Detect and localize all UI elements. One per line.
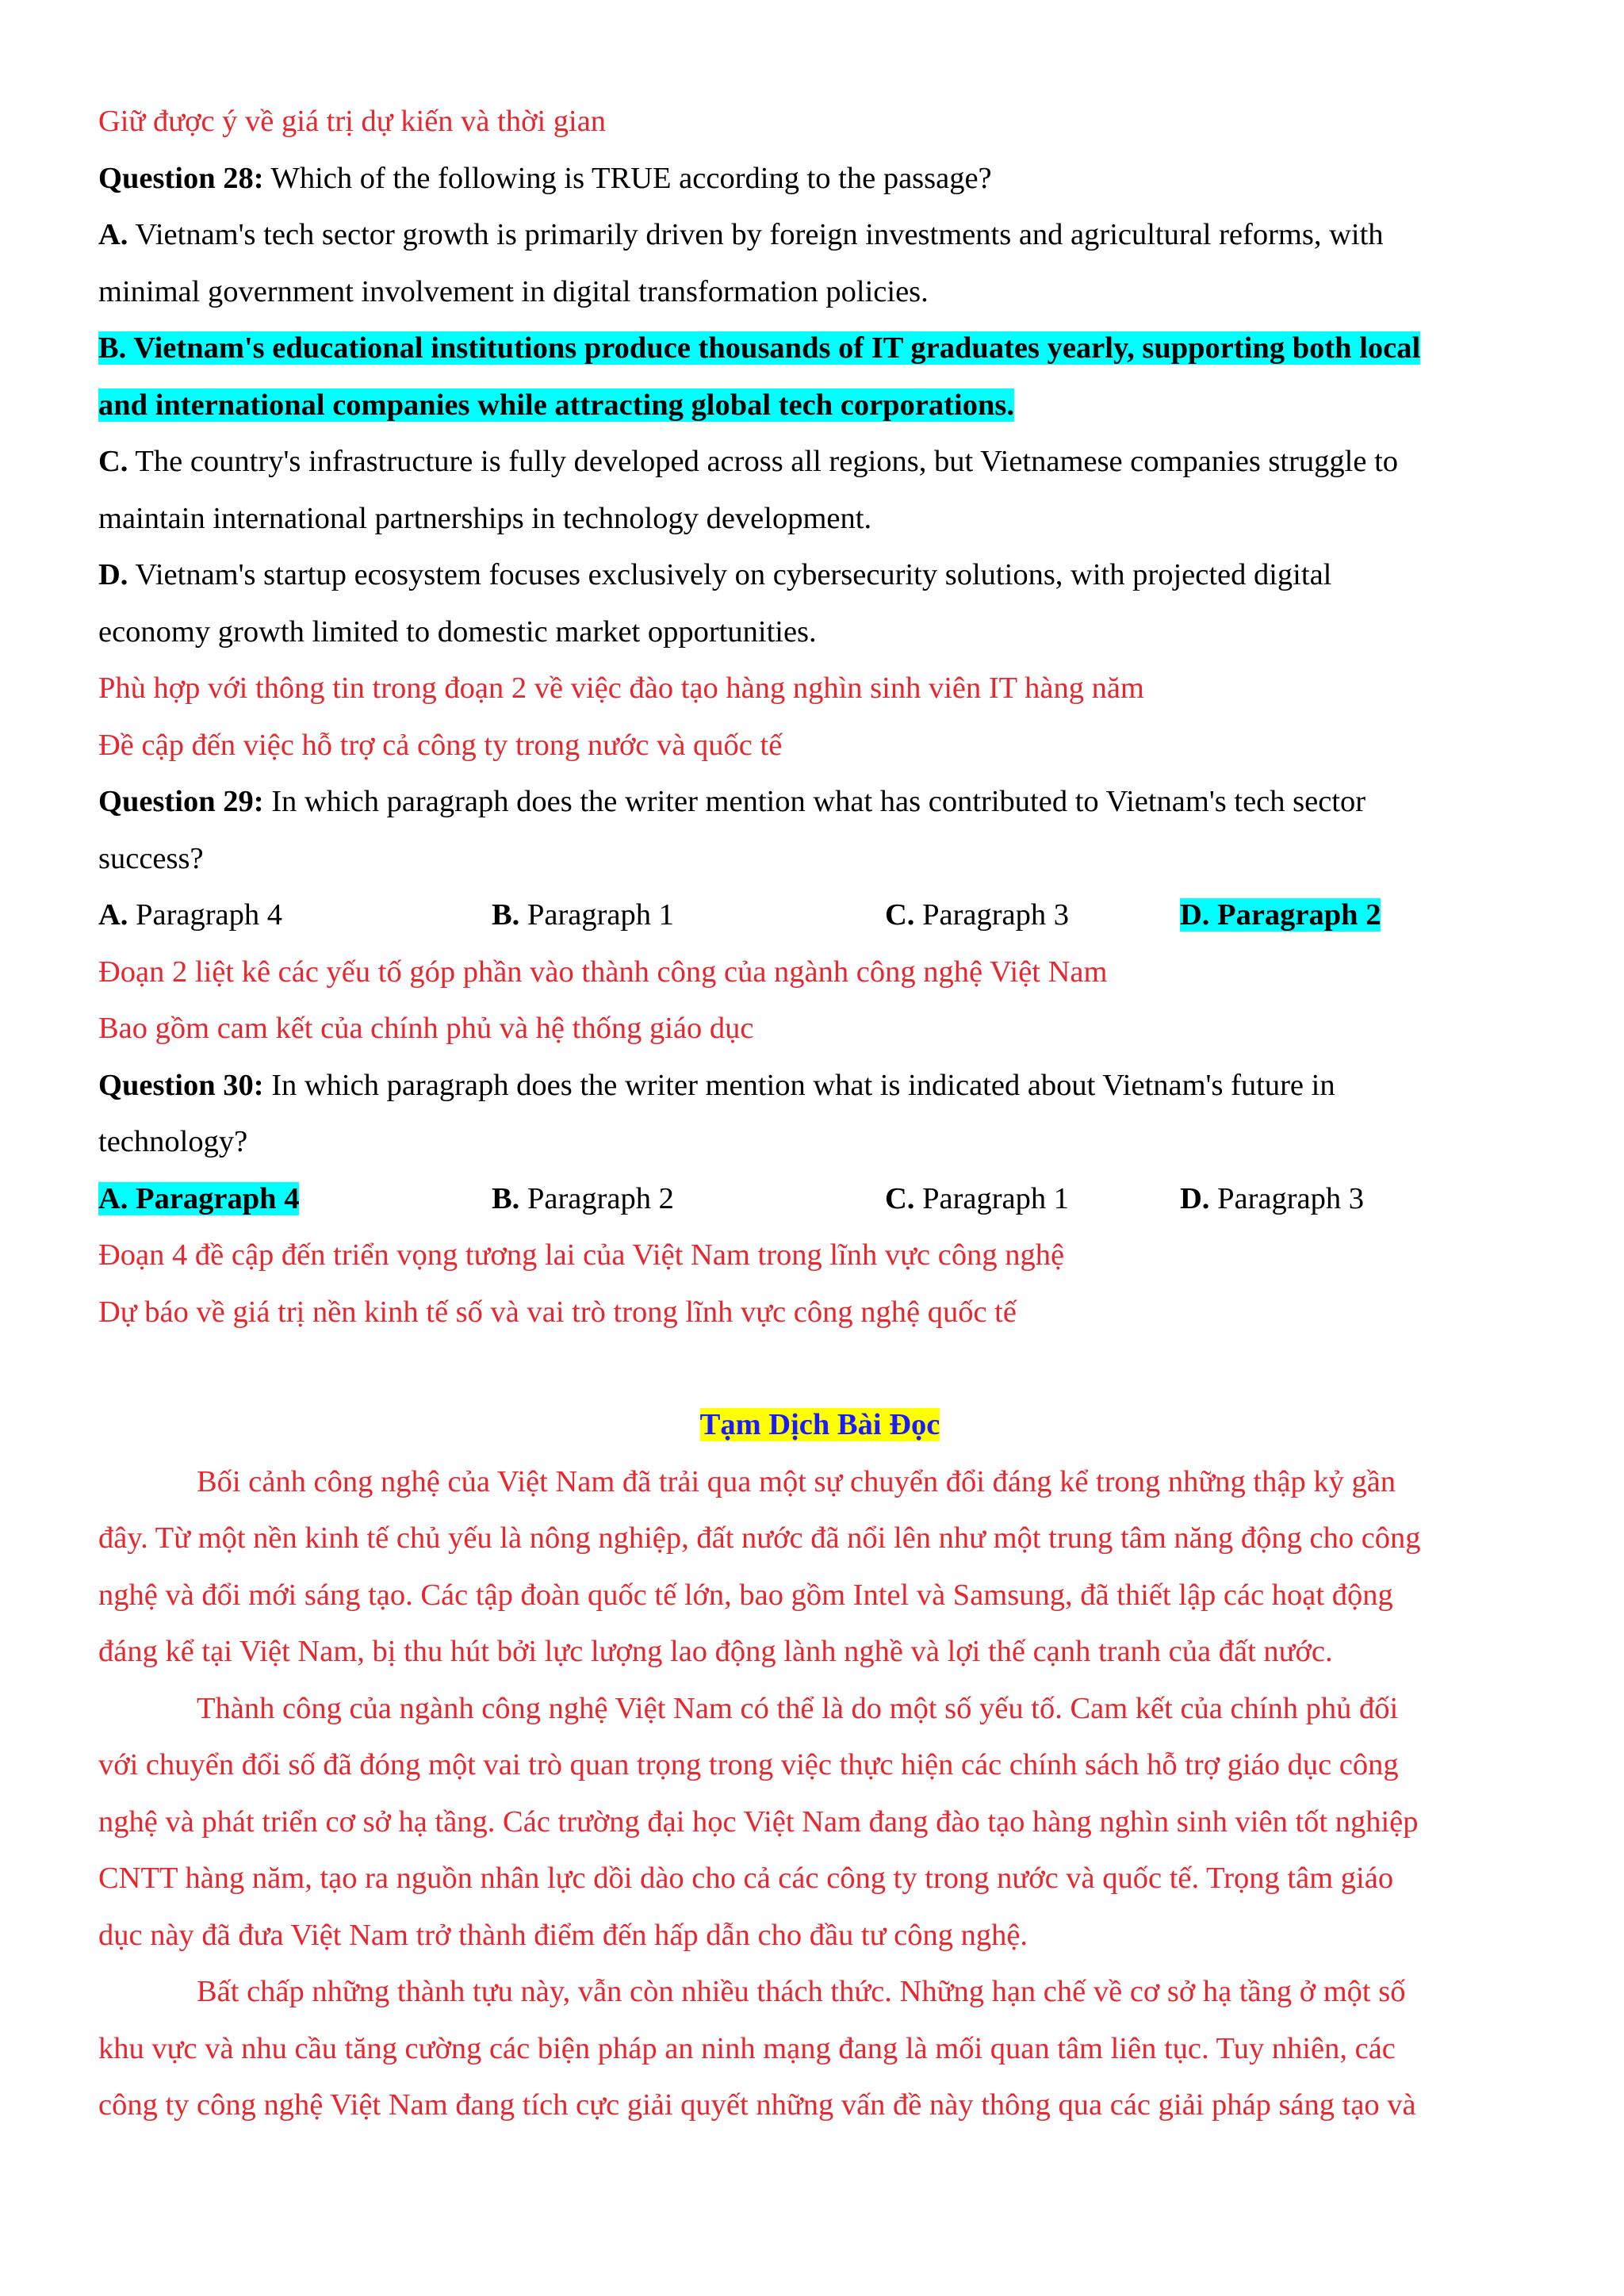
q30-explanation-1: Đoạn 4 đề cập đến triển vọng tương lai của Việt Nam trong lĩnh vực công nghệ: [98, 1238, 1065, 1272]
q30-option-b-label: B.: [492, 1181, 520, 1215]
q29-option-a-text: Paragraph 4: [128, 898, 283, 932]
translation-paragraph-1: [98, 1454, 1542, 1681]
q28-option-d: [98, 547, 1542, 604]
q30-option-a-answer: [98, 1171, 492, 1228]
q29-option-a-label: A.: [98, 898, 128, 932]
question-29: [98, 774, 1542, 831]
question-28-text: Which of the following is TRUE according to the passage?: [263, 161, 992, 195]
q28-option-a-label: A.: [98, 218, 128, 251]
question-30-label: Question 30:: [98, 1068, 264, 1102]
q28-option-a-cont: minimal government involvement in digital transformation policies.: [98, 274, 929, 308]
paragraph-line: CNTT hàng năm, tạo ra nguồn nhân lực dồi dào cho cả các công ty trong nước và quốc tế. Trọng tâm giáo: [98, 1862, 1394, 1895]
q30-option-b: [492, 1171, 885, 1228]
q30-option-b-text: Paragraph 2: [519, 1181, 674, 1215]
paragraph-line: đây. Từ một nền kinh tế chủ yếu là nông nghiệp, đất nước đã nổi lên như một trung tâm năng động cho công: [98, 1521, 1421, 1555]
q29-option-b: [492, 887, 885, 944]
question-28: [98, 151, 1542, 208]
q30-option-d-text: Paragraph 3: [1209, 1181, 1365, 1215]
document-page: [98, 94, 1542, 2134]
translation-title: Tạm Dịch Bài Đọc: [699, 1408, 940, 1441]
paragraph-line: đáng kể tại Việt Nam, bị thu hút bởi lực lượng lao động lành nghề và lợi thế cạnh tranh của đất nước.: [98, 1635, 1333, 1668]
q28-option-c-text: The country's infrastructure is fully developed across all regions, but Vietnamese companies struggle to: [128, 445, 1399, 478]
q28-option-d-text: Vietnam's startup ecosystem focuses exclusively on cybersecurity solutions, with projected digital: [128, 558, 1332, 591]
q28-explanation-1: Phù hợp với thông tin trong đoạn 2 về việc đào tạo hàng nghìn sinh viên IT hàng năm: [98, 672, 1144, 705]
q28-option-b-line1: B. Vietnam's educational institutions produce thousands of IT graduates yearly, supporting both local: [98, 331, 1421, 365]
paragraph-line: khu vực và nhu cầu tăng cường các biện pháp an ninh mạng đang là mối quan tâm liên tục. Tuy nhiên, các: [98, 2031, 1396, 2065]
q29-option-b-label: B.: [492, 898, 520, 932]
q28-option-b-line2: and international companies while attracting global tech corporations.: [98, 388, 1014, 422]
q29-option-c-label: C.: [885, 898, 915, 932]
q29-option-d-text: D. Paragraph 2: [1180, 898, 1381, 932]
paragraph-line: Thành công của ngành công nghệ Việt Nam có thể là do một số yếu tố. Cam kết của chính phủ đối: [197, 1691, 1399, 1725]
q29-option-d-answer: [1180, 887, 1381, 944]
translation-title-wrap: [98, 1397, 1542, 1454]
note-top: Giữ được ý về giá trị dự kiến và thời gian: [98, 105, 607, 138]
q29-option-c-text: Paragraph 3: [914, 898, 1070, 932]
translation-paragraph-3: [98, 1964, 1542, 2134]
q28-option-c: [98, 434, 1542, 491]
q29-options: [98, 887, 1542, 944]
q29-option-a: [98, 887, 492, 944]
paragraph-line: nghệ và phát triển cơ sở hạ tầng. Các trường đại học Việt Nam đang đào tạo hàng nghìn sinh viên tốt nghiệp: [98, 1804, 1419, 1839]
q28-option-c-cont: maintain international partnerships in technology development.: [98, 501, 872, 535]
q28-option-b-answer: [98, 320, 1542, 377]
q28-option-b-answer-cont: [98, 377, 1542, 434]
q30-options: [98, 1171, 1542, 1228]
q28-option-c-label: C.: [98, 445, 128, 478]
q28-option-a: [98, 207, 1542, 264]
question-30: [98, 1058, 1542, 1115]
q30-option-d-label: D.: [1180, 1181, 1210, 1215]
paragraph-line: Bối cảnh công nghệ của Việt Nam đã trải qua một sự chuyển đổi đáng kể trong những thập kỷ gần: [197, 1464, 1396, 1498]
paragraph-line: Bất chấp những thành tựu này, vẫn còn nhiều thách thức. Những hạn chế về cơ sở hạ tầng ở một số: [197, 1975, 1406, 2008]
q28-option-a-text: Vietnam's tech sector growth is primarily driven by foreign investments and agricultural reforms, with: [128, 218, 1384, 251]
q28-explanation-2: Đề cập đến việc hỗ trợ cả công ty trong nước và quốc tế: [98, 728, 783, 762]
question-30-text: In which paragraph does the writer mention what is indicated about Vietnam's future in: [263, 1068, 1335, 1102]
question-29-label: Question 29:: [98, 785, 264, 818]
q30-option-d: [1180, 1171, 1364, 1228]
q30-option-c-label: C.: [885, 1181, 915, 1215]
q29-explanation-2: Bao gồm cam kết của chính phủ và hệ thống giáo dục: [98, 1012, 754, 1045]
question-30-cont: technology?: [98, 1125, 248, 1158]
question-29-cont: success?: [98, 841, 204, 875]
q29-option-b-text: Paragraph 1: [519, 898, 674, 932]
paragraph-line: với chuyển đổi số đã đóng một vai trò quan trọng trong việc thực hiện các chính sách hỗ trợ giáo dục công: [98, 1748, 1399, 1781]
q29-option-c: [885, 887, 1180, 944]
paragraph-line: công ty công nghệ Việt Nam đang tích cực giải quyết những vấn đề này thông qua các giải pháp sáng tạo và: [98, 2088, 1416, 2122]
paragraph-line: dục này đã đưa Việt Nam trở thành điểm đến hấp dẫn cho đầu tư công nghệ.: [98, 1918, 1028, 1952]
q28-option-d-cont: economy growth limited to domestic market opportunities.: [98, 614, 817, 649]
question-28-label: Question 28:: [98, 161, 264, 195]
translation-paragraph-2: [98, 1681, 1542, 1965]
paragraph-line: nghệ và đổi mới sáng tạo. Các tập đoàn quốc tế lớn, bao gồm Intel và Samsung, đã thiết lập các hoạt động: [98, 1578, 1393, 1612]
question-29-text: In which paragraph does the writer mention what has contributed to Vietnam's tech sector: [263, 785, 1366, 818]
q30-option-c-text: Paragraph 1: [914, 1181, 1070, 1215]
q29-explanation-1: Đoạn 2 liệt kê các yếu tố góp phần vào thành công của ngành công nghệ Việt Nam: [98, 955, 1108, 989]
q30-option-a-text: A. Paragraph 4: [98, 1181, 300, 1215]
q30-option-c: [885, 1171, 1180, 1228]
q28-option-d-label: D.: [98, 558, 128, 591]
q30-explanation-2: Dự báo về giá trị nền kinh tế số và vai trò trong lĩnh vực công nghệ quốc tế: [98, 1295, 1017, 1329]
